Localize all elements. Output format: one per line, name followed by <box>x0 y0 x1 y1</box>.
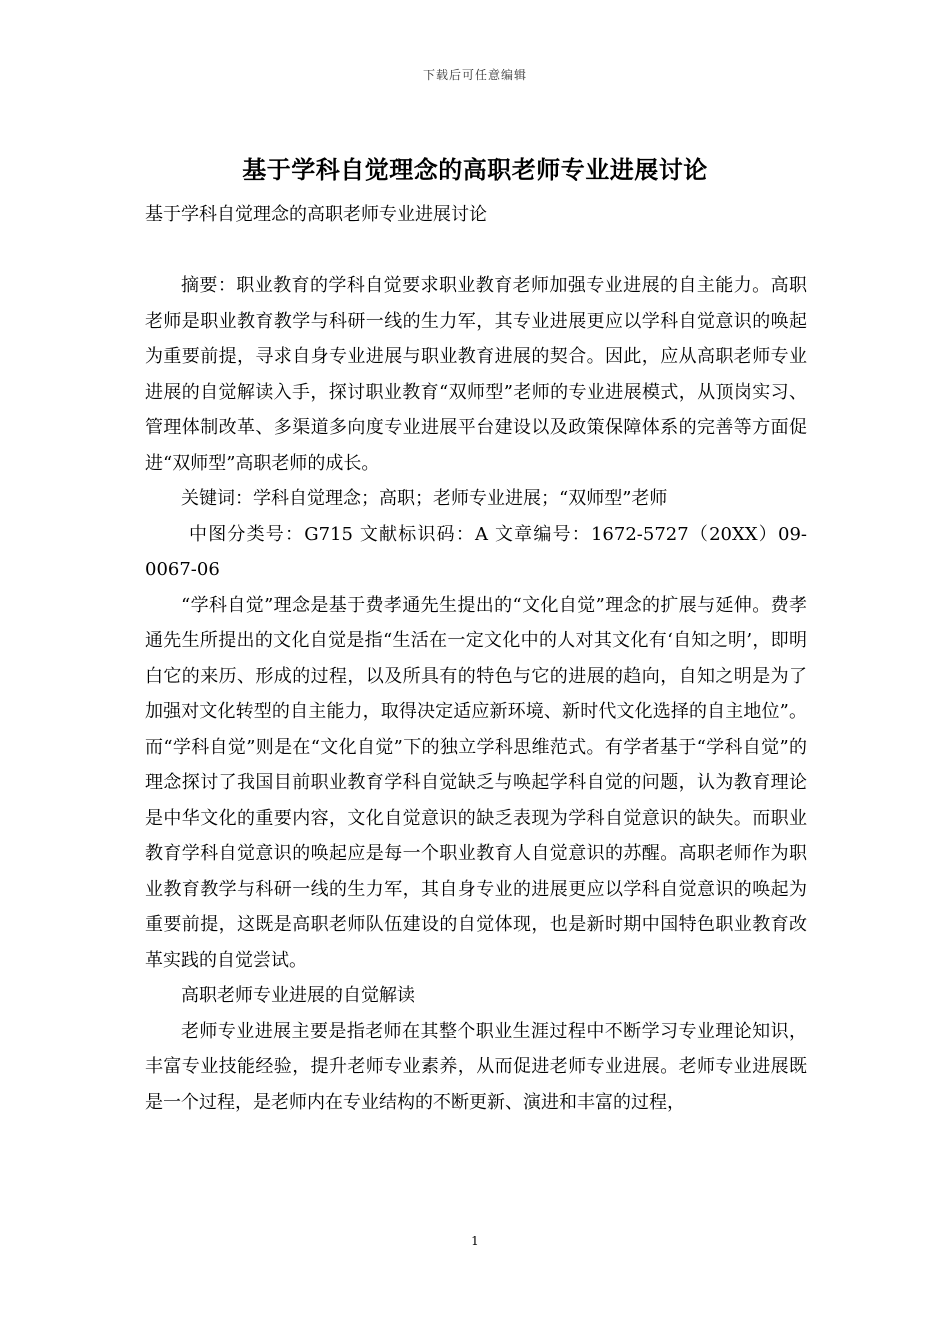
keywords-line: 关键词：学科自觉理念；高职；老师专业进展；“双师型”老师 <box>181 488 668 509</box>
classification-line: 中图分类号：G715 文献标识码：A 文章编号：1672-5727（20XX）09-0067-06 <box>145 523 807 580</box>
section-heading: 高职老师专业进展的自觉解读 <box>181 985 415 1006</box>
document-title: 基于学科自觉理念的高职老师专业进展讨论 <box>242 156 708 184</box>
document-body <box>145 268 807 1120</box>
header-note: 下载后可任意编辑 <box>422 68 527 82</box>
body-paragraph-2: 老师专业进展主要是指老师在其整个职业生涯过程中不断学习专业理论知识，丰富专业技能经验，提升老师专业素养，从而促进老师专业进展。老师专业进展既是一个过程，是老师内在专业结构的不断更新、演进和丰富的过程， <box>145 1020 807 1113</box>
abstract-paragraph: 摘要：职业教育的学科自觉要求职业教育老师加强专业进展的自主能力。高职老师是职业教育教学与科研一线的生力军，其专业进展更应以学科自觉意识的唤起为重要前提，寻求自身专业进展与职业教育进展的契合。因此，应从高职老师专业进展的自觉解读入手，探讨职业教育“双师型”老师的专业进展模式，从顶岗实习、管理体制改革、多渠道多向度专业进展平台建设以及政策保障体系的完善等方面促进“双师型”高职老师的成长。 <box>145 275 807 474</box>
document-subtitle: 基于学科自觉理念的高职老师专业进展讨论 <box>145 204 487 225</box>
page-number: 1 <box>471 1234 479 1248</box>
body-paragraph-1: “学科自觉”理念是基于费孝通先生提出的“文化自觉”理念的扩展与延伸。费孝通先生所提出的文化自觉是指“生活在一定文化中的人对其文化有‘自知之明’，即明白它的来历、形成的过程，以及所具有的特色与它的进展的趋向，自知之明是为了加强对文化转型的自主能力，取得决定适应新环境、新时代文化选择的自主地位”。而“学科自觉”则是在“文化自觉”下的独立学科思维范式。有学者基于“学科自觉”的理念探讨了我国目前职业教育学科自觉缺乏与唤起学科自觉的问题，认为教育理论是中华文化的重要内容，文化自觉意识的缺乏表现为学科自觉意识的缺失。而职业教育学科自觉意识的唤起应是每一个职业教育人自觉意识的苏醒。高职老师作为职业教育教学与科研一线的生力军，其自身专业的进展更应以学科自觉意识的唤起为重要前提，这既是高职老师队伍建设的自觉体现，也是新时期中国特色职业教育改革实践的自觉尝试。 <box>145 594 807 971</box>
